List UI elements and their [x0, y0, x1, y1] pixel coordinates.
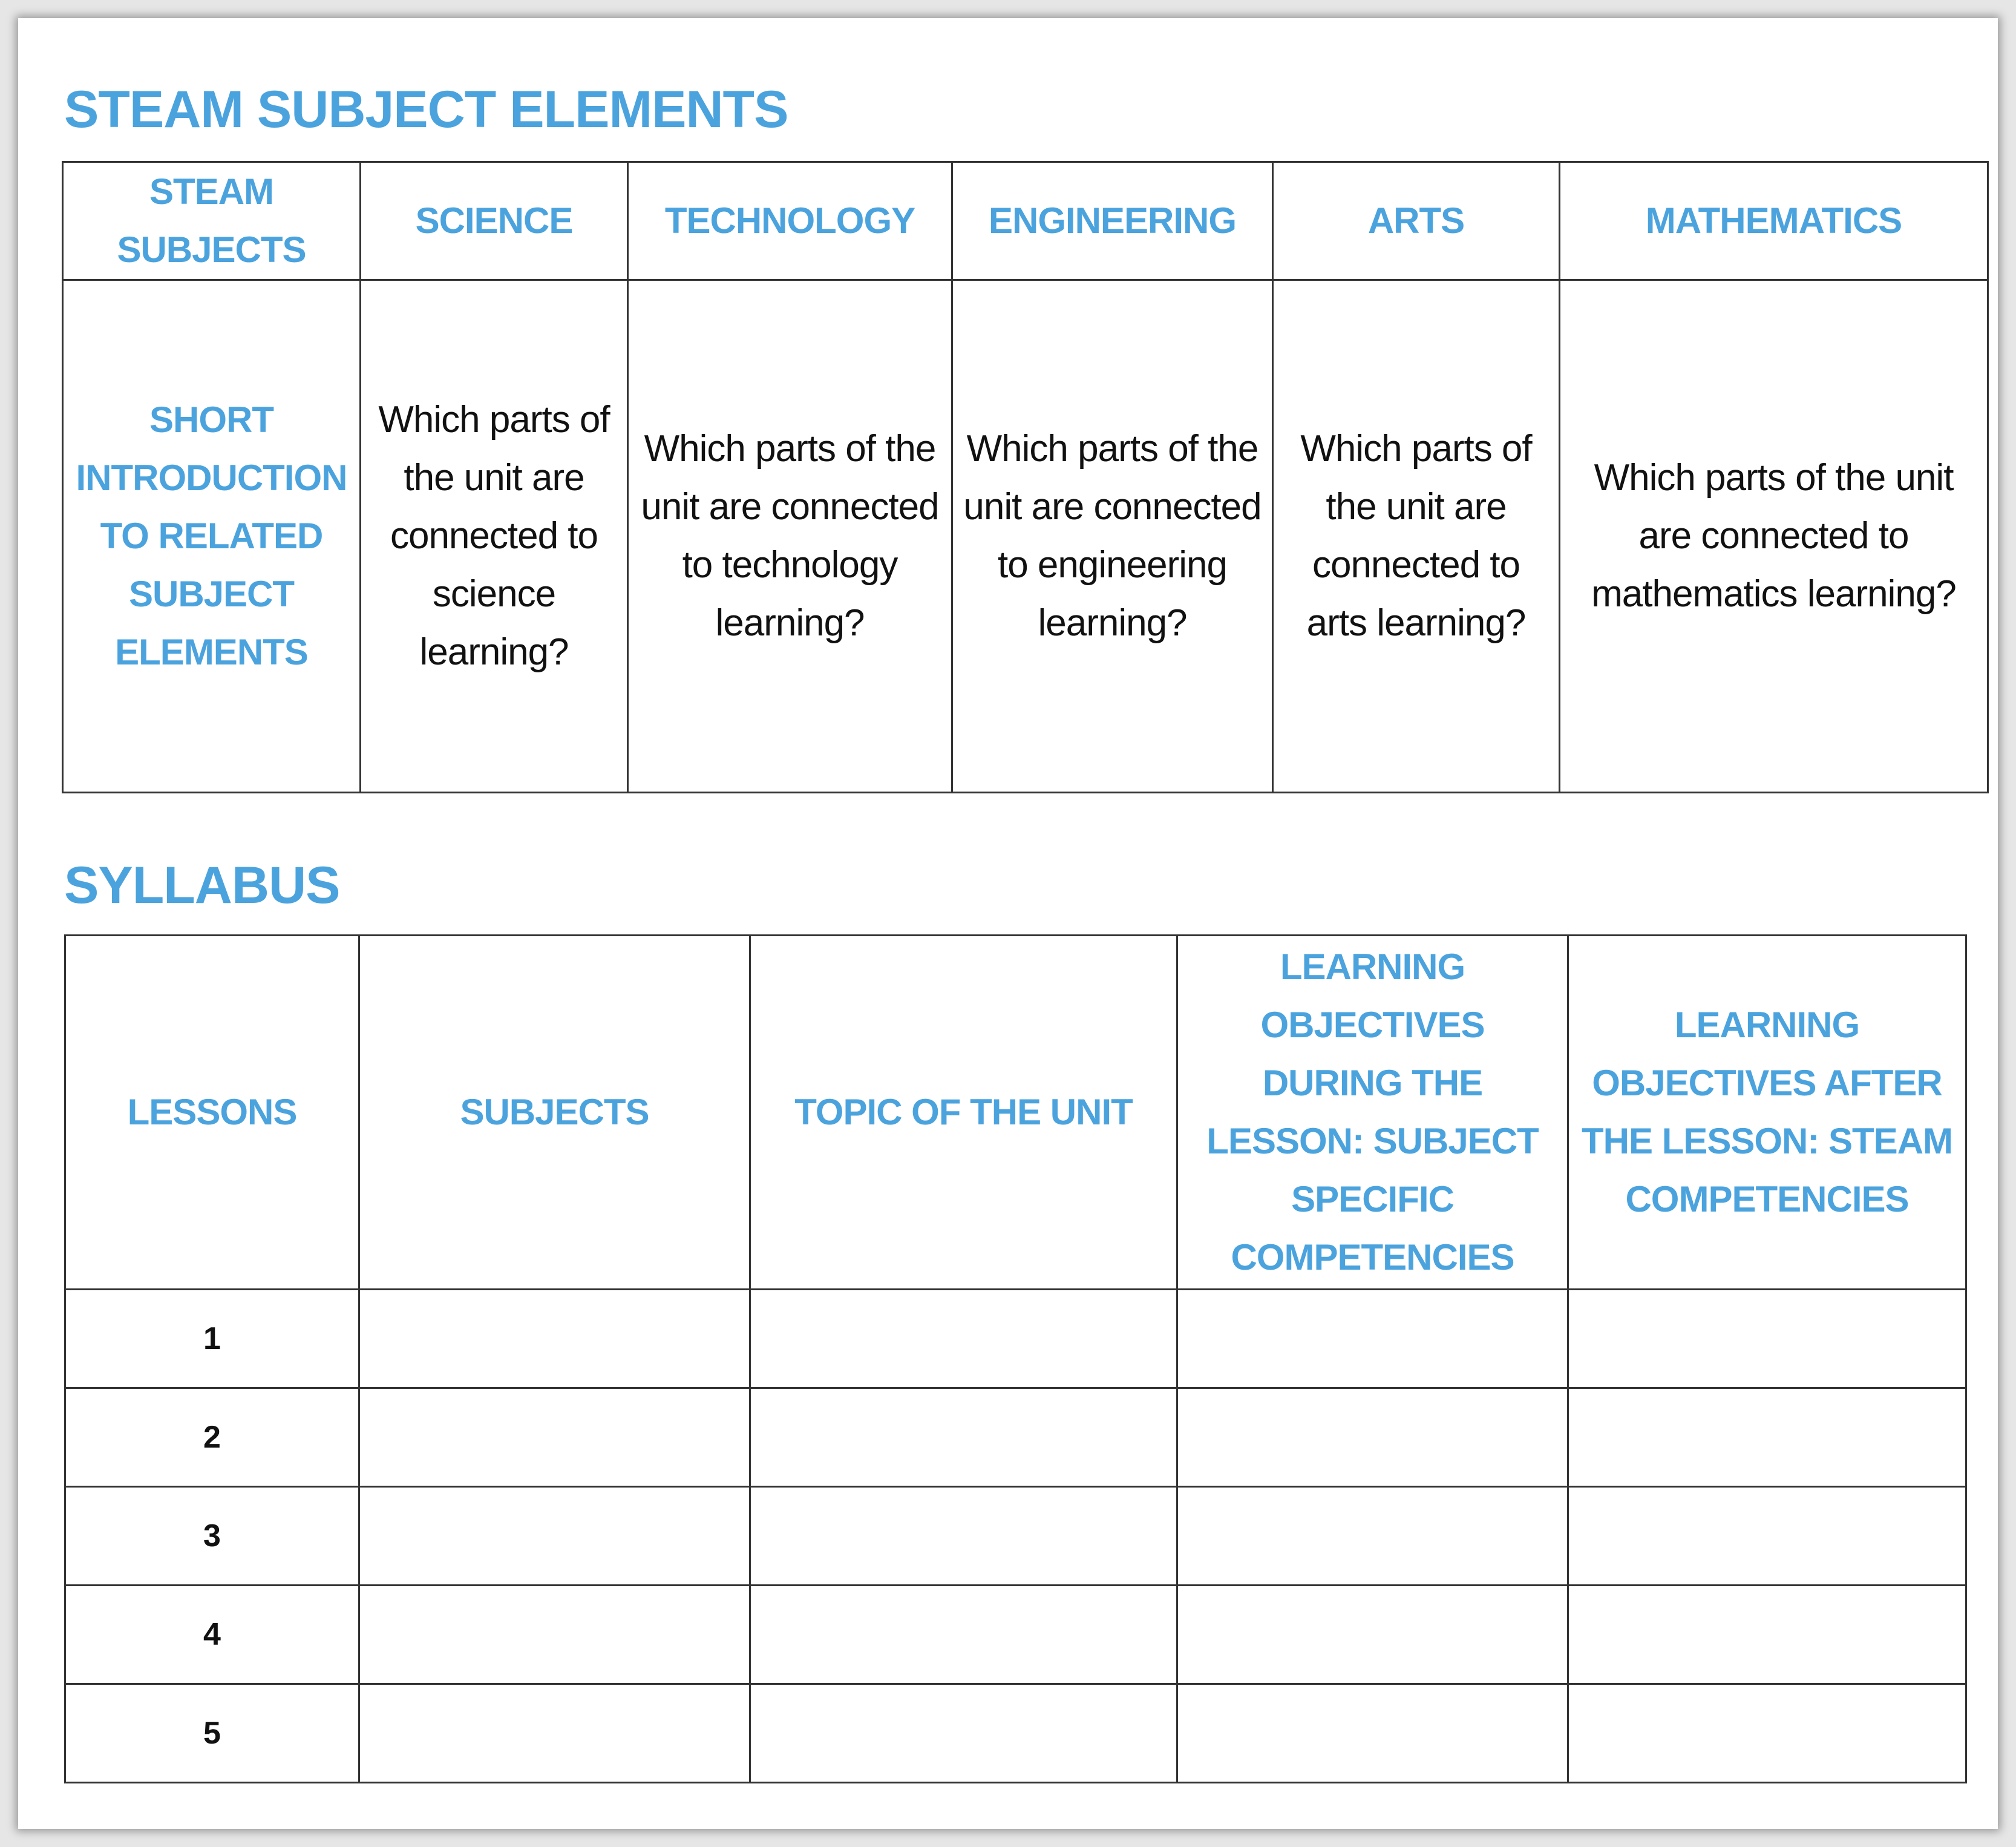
header-cell-objectives-after: LEARNING OBJECTIVES AFTER THE LESSON: STEAM COMPETENCIES — [1568, 936, 1966, 1290]
topic-cell[interactable] — [750, 1487, 1177, 1586]
topic-cell[interactable] — [750, 1684, 1177, 1783]
header-cell-arts: ARTS — [1273, 162, 1560, 280]
table-row — [65, 1290, 1966, 1388]
table-row — [65, 1684, 1966, 1783]
syllabus-header-row — [65, 936, 1966, 1290]
objectives-after-cell[interactable] — [1568, 1290, 1966, 1388]
lesson-number: 2 — [65, 1388, 359, 1487]
header-cell-objectives-during: LEARNING OBJECTIVES DURING THE LESSON: SUBJECT SPECIFIC COMPETENCIES — [1177, 936, 1568, 1290]
steam-elements-table — [62, 161, 1989, 793]
objectives-after-cell[interactable] — [1568, 1487, 1966, 1586]
objectives-during-cell[interactable] — [1177, 1487, 1568, 1586]
steam-section-title: STEAM SUBJECT ELEMENTS — [64, 80, 788, 139]
lesson-number: 5 — [65, 1684, 359, 1783]
subjects-cell[interactable] — [359, 1290, 750, 1388]
header-cell-subjects: SUBJECTS — [359, 936, 750, 1290]
document-page — [18, 18, 1998, 1829]
header-cell-topic: TOPIC OF THE UNIT — [750, 936, 1177, 1290]
subjects-cell[interactable] — [359, 1388, 750, 1487]
header-cell-science: SCIENCE — [361, 162, 628, 280]
cell-arts-question: Which parts of the unit are connected to arts learning? — [1273, 280, 1560, 793]
lesson-number: 1 — [65, 1290, 359, 1388]
row-label-short-introduction: SHORT INTRODUCTION TO RELATED SUBJECT ELEMENTS — [63, 280, 361, 793]
header-cell-technology: TECHNOLOGY — [628, 162, 952, 280]
objectives-during-cell[interactable] — [1177, 1684, 1568, 1783]
objectives-after-cell[interactable] — [1568, 1388, 1966, 1487]
steam-header-row — [63, 162, 1988, 280]
header-cell-steam-subjects: STEAM SUBJECTS — [63, 162, 361, 280]
table-row — [65, 1487, 1966, 1586]
table-row — [65, 1586, 1966, 1684]
header-cell-mathematics: MATHEMATICS — [1560, 162, 1988, 280]
subjects-cell[interactable] — [359, 1684, 750, 1783]
objectives-during-cell[interactable] — [1177, 1290, 1568, 1388]
objectives-after-cell[interactable] — [1568, 1684, 1966, 1783]
header-cell-engineering: ENGINEERING — [952, 162, 1273, 280]
cell-technology-question: Which parts of the unit are connected to technology learning? — [628, 280, 952, 793]
syllabus-section-title: SYLLABUS — [64, 856, 340, 914]
cell-engineering-question: Which parts of the unit are connected to engineering learning? — [952, 280, 1273, 793]
topic-cell[interactable] — [750, 1388, 1177, 1487]
header-cell-lessons: LESSONS — [65, 936, 359, 1290]
table-row — [65, 1388, 1966, 1487]
objectives-during-cell[interactable] — [1177, 1388, 1568, 1487]
cell-mathematics-question: Which parts of the unit are connected to mathematics learning? — [1560, 280, 1988, 793]
objectives-during-cell[interactable] — [1177, 1586, 1568, 1684]
subjects-cell[interactable] — [359, 1586, 750, 1684]
objectives-after-cell[interactable] — [1568, 1586, 1966, 1684]
lesson-number: 3 — [65, 1487, 359, 1586]
topic-cell[interactable] — [750, 1290, 1177, 1388]
subjects-cell[interactable] — [359, 1487, 750, 1586]
steam-intro-row — [63, 280, 1988, 793]
lesson-number: 4 — [65, 1586, 359, 1684]
topic-cell[interactable] — [750, 1586, 1177, 1684]
syllabus-table — [64, 934, 1967, 1783]
cell-science-question: Which parts of the unit are connected to science learning? — [361, 280, 628, 793]
